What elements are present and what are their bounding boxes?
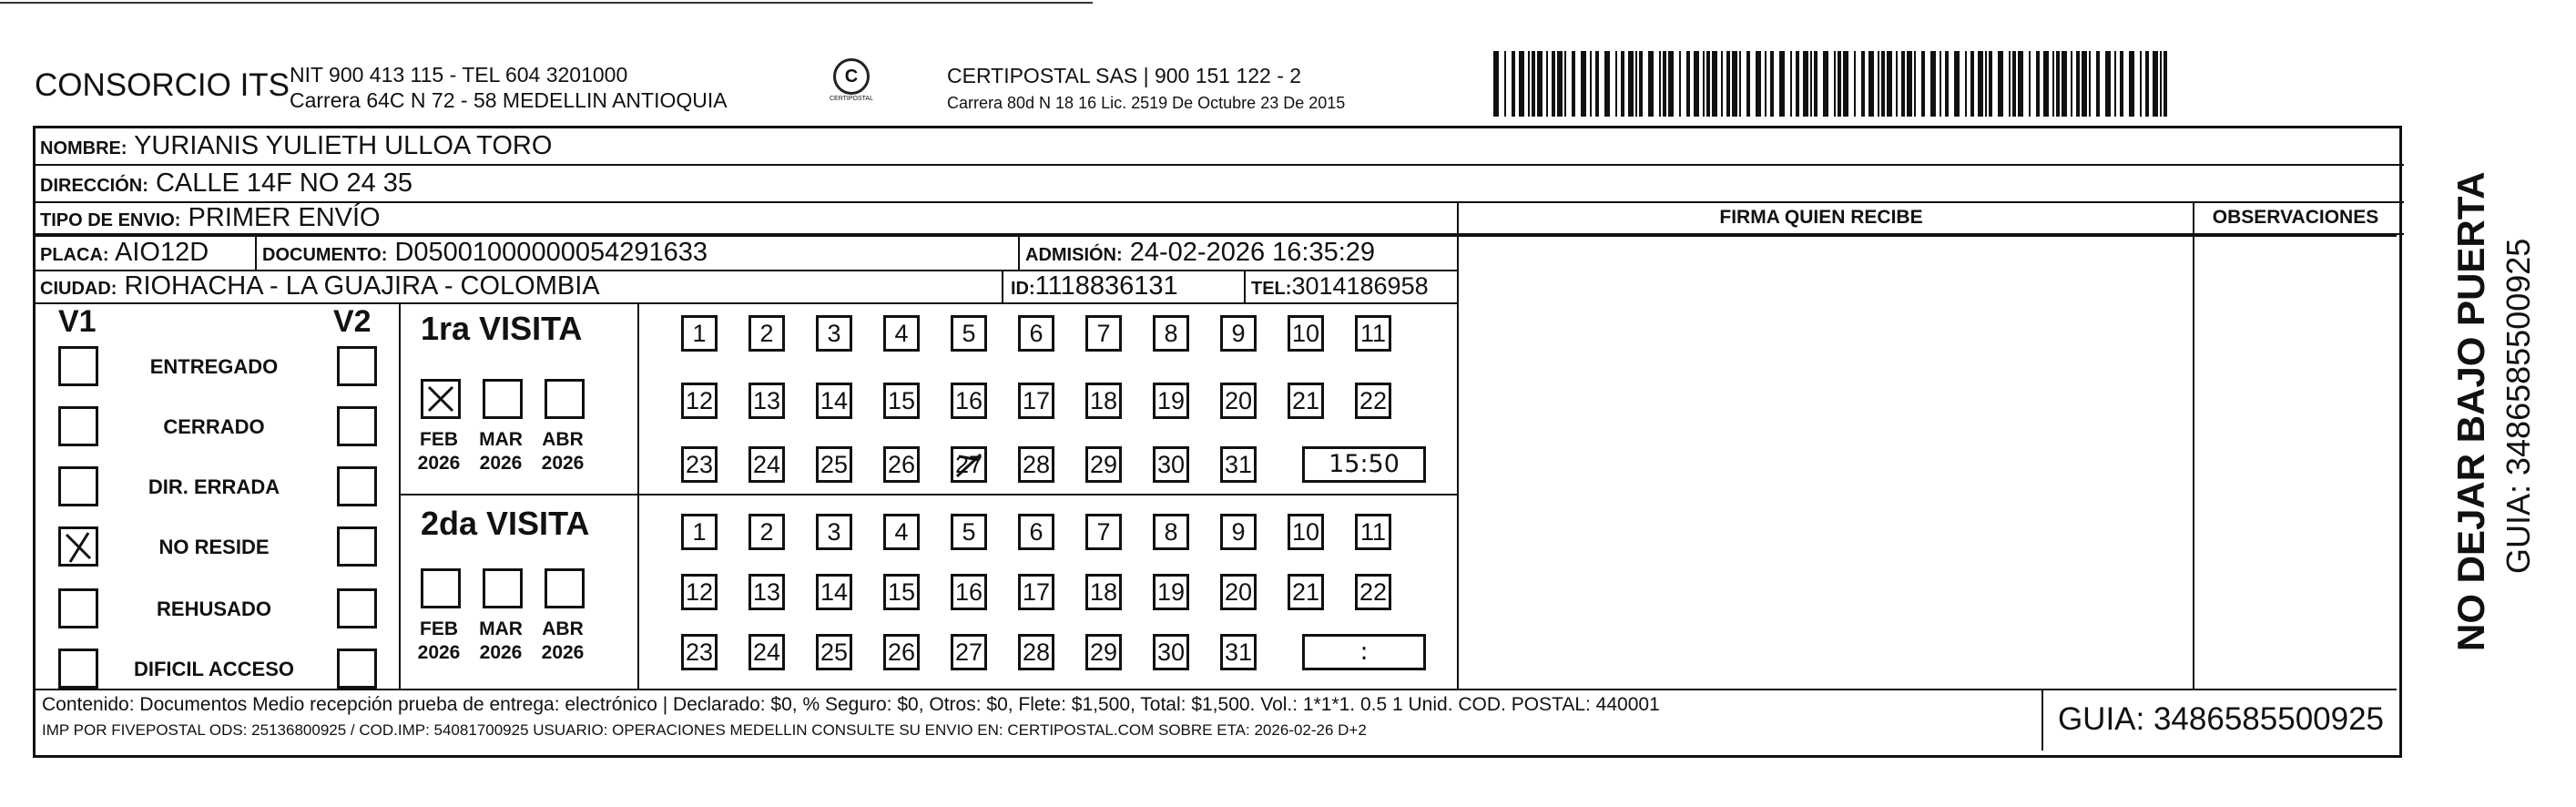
second-visit-title: 2da VISITA [421, 505, 590, 542]
v1-checkbox[interactable] [58, 588, 98, 628]
day-box[interactable]: 2 [748, 514, 785, 550]
day-box[interactable]: 8 [1153, 514, 1189, 550]
day-box[interactable]: 1 [681, 315, 718, 352]
side-guia: GUIA: 3486585500925 [2500, 238, 2537, 574]
documento-value: D05001000000054291633 [394, 238, 708, 267]
direccion-row [33, 165, 2404, 203]
day-box[interactable]: 22 [1355, 383, 1391, 419]
status-label: REHUSADO [157, 598, 271, 620]
month-checkbox[interactable] [421, 568, 461, 608]
month-year: 2026 [479, 642, 523, 663]
day-box[interactable]: 1 [681, 514, 718, 550]
firma-header: FIRMA QUIEN RECIBE [1719, 207, 1923, 228]
ciudad-value: RIOHACHA - LA GUAJIRA - COLOMBIA [124, 271, 600, 301]
month-name: FEB [420, 429, 458, 450]
certipostal-logo [820, 58, 883, 113]
divider [33, 302, 1457, 304]
admision-row [1025, 235, 1375, 270]
time-box[interactable]: : [1302, 634, 1426, 670]
month-year: 2026 [541, 453, 585, 474]
day-box[interactable]: 3 [816, 315, 852, 352]
day-box[interactable]: 6 [1018, 514, 1054, 550]
day-box[interactable]: 14 [816, 383, 852, 419]
v1-checkbox[interactable] [58, 526, 98, 567]
footer-imp: IMP POR FIVEPOSTAL ODS: 25136800925 / COD.IMP: 54081700925 USUARIO: OPERACIONES MEDELLIN CONSULTE SU ENVIO EN: CERTIPOSTAL.COM SOBRE ETA: 2026-02-26 D+2 [42, 721, 1367, 739]
v1-checkbox[interactable] [58, 649, 98, 689]
day-box[interactable]: 17 [1018, 383, 1054, 419]
day-box[interactable]: 27 [951, 446, 987, 483]
direccion-label: DIRECCIÓN: [40, 176, 148, 196]
side-notice [2404, 146, 2568, 656]
day-box[interactable]: 6 [1018, 315, 1054, 352]
day-box[interactable]: 9 [1220, 315, 1257, 352]
day-box[interactable]: 23 [681, 634, 718, 670]
barcode [1493, 51, 2172, 117]
month-year: 2026 [417, 642, 461, 663]
id-label: ID: [1011, 279, 1035, 299]
day-box[interactable]: 19 [1153, 574, 1189, 610]
v1-label: V1 [58, 304, 97, 339]
day-box[interactable]: 3 [816, 514, 852, 550]
certi-line-2: Carrera 80d N 18 16 Lic. 2519 De Octubre 23 De 2015 [947, 94, 1346, 112]
day-box[interactable]: 26 [883, 634, 920, 670]
day-box[interactable]: 13 [748, 574, 785, 610]
divider [1244, 270, 1246, 302]
divider [2193, 202, 2194, 689]
v2-checkbox[interactable] [337, 588, 377, 628]
status-label: NO RESIDE [158, 536, 270, 558]
time-box[interactable]: 15:50 [1302, 446, 1426, 483]
month-year: 2026 [479, 453, 523, 474]
day-box[interactable]: 16 [951, 574, 987, 610]
month-year: 2026 [541, 642, 585, 663]
day-box[interactable]: 17 [1018, 574, 1054, 610]
day-box[interactable]: 10 [1288, 315, 1324, 352]
month-label [535, 618, 590, 665]
day-box[interactable]: 4 [883, 514, 920, 550]
status-label: DIR. ERRADA [148, 475, 280, 498]
day-box[interactable]: 28 [1018, 634, 1054, 670]
admision-label: ADMISIÓN: [1025, 245, 1123, 265]
day-box[interactable]: 31 [1220, 446, 1257, 483]
day-box[interactable]: 23 [681, 446, 718, 483]
month-checkbox[interactable] [545, 568, 585, 608]
day-box[interactable]: 10 [1288, 514, 1324, 550]
day-box[interactable]: 19 [1153, 383, 1189, 419]
month-name: ABR [542, 618, 584, 639]
day-box[interactable]: 7 [1085, 514, 1122, 550]
v1-checkbox[interactable] [58, 406, 98, 446]
month-checkbox[interactable] [483, 568, 523, 608]
day-box[interactable]: 31 [1220, 634, 1257, 670]
month-checkbox[interactable] [545, 379, 585, 419]
month-label [412, 618, 466, 665]
observaciones-header: OBSERVACIONES [2212, 207, 2379, 228]
address-line: Carrera 64C N 72 - 58 MEDELLIN ANTIOQUIA [290, 88, 728, 112]
month-name: ABR [542, 429, 584, 450]
day-box[interactable]: 20 [1220, 574, 1257, 610]
day-box[interactable]: 24 [748, 446, 785, 483]
v1-checkbox[interactable] [58, 346, 98, 386]
month-checkbox[interactable] [421, 379, 461, 419]
tel-label: TEL: [1251, 279, 1292, 299]
day-box[interactable]: 29 [1085, 634, 1122, 670]
tipo-value: PRIMER ENVÍO [188, 203, 381, 232]
v2-checkbox[interactable] [337, 346, 377, 386]
month-label [473, 618, 528, 665]
day-box[interactable]: 5 [951, 514, 987, 550]
day-box[interactable]: 29 [1085, 446, 1122, 483]
day-box[interactable]: 21 [1288, 383, 1324, 419]
nombre-label: NOMBRE: [40, 138, 127, 158]
month-label [535, 428, 590, 475]
certi-line-1: CERTIPOSTAL SAS | 900 151 122 - 2 [947, 64, 1302, 87]
v1-checkbox[interactable] [58, 466, 98, 506]
v2-checkbox[interactable] [337, 466, 377, 506]
divider [399, 302, 401, 689]
id-row [1011, 270, 1178, 302]
divider [255, 235, 257, 270]
day-box[interactable]: 21 [1288, 574, 1324, 610]
divider [1457, 202, 1459, 689]
side-notice-title: NO DEJAR BAJO PUERTA [2449, 171, 2492, 651]
logo-mark-icon: C [833, 58, 870, 95]
documento-label: DOCUMENTO: [262, 245, 388, 265]
company-info [290, 62, 728, 113]
day-box[interactable]: 14 [816, 574, 852, 610]
status-label: ENTREGADO [149, 355, 279, 378]
day-box[interactable]: 20 [1220, 383, 1257, 419]
day-box[interactable]: 8 [1153, 315, 1189, 352]
day-box[interactable]: 11 [1355, 514, 1391, 550]
tel-value: 3014186958 [1291, 272, 1429, 300]
footer-content: Contenido: Documentos Medio recepción prueba de entrega: electrónico | Declarado: $0, % Seguro: $0, Otros: $0, Flete: $1,500, Total: $1,500. Vol.: 1*1*1. 0.5 1 Unid. COD. POSTAL: 440001 [42, 694, 1660, 715]
v2-checkbox[interactable] [337, 406, 377, 446]
divider [637, 302, 639, 689]
day-box[interactable]: 27 [951, 634, 987, 670]
month-name: FEB [420, 618, 458, 639]
ciudad-row [40, 270, 600, 302]
admision-value: 24-02-2026 16:35:29 [1129, 238, 1376, 267]
month-name: MAR [479, 618, 523, 639]
divider [1002, 270, 1003, 302]
day-box[interactable]: 26 [883, 446, 920, 483]
guia-number: GUIA: 3486585500925 [2041, 689, 2398, 751]
day-box[interactable]: 28 [1018, 446, 1054, 483]
nit-line: NIT 900 413 115 - TEL 604 3201000 [290, 63, 628, 87]
v2-label: V2 [333, 304, 372, 339]
month-label [473, 428, 528, 475]
nombre-value: YURIANIS YULIETH ULLOA TORO [134, 131, 553, 160]
day-box[interactable]: 24 [748, 634, 785, 670]
day-box[interactable]: 16 [951, 383, 987, 419]
first-visit-title: 1ra VISITA [421, 310, 583, 347]
nombre-row [33, 128, 2404, 166]
month-name: MAR [479, 429, 523, 450]
day-box[interactable]: 7 [1085, 315, 1122, 352]
documento-row [262, 235, 708, 270]
tel-row [1251, 270, 1429, 302]
placa-label: PLACA: [40, 245, 109, 265]
divider [1018, 235, 1020, 270]
day-box[interactable]: 25 [816, 446, 852, 483]
day-box[interactable]: 2 [748, 315, 785, 352]
v2-checkbox[interactable] [337, 649, 377, 689]
day-box[interactable]: 15 [883, 383, 920, 419]
day-box[interactable]: 4 [883, 315, 920, 352]
month-label [412, 428, 466, 475]
v2-checkbox[interactable] [337, 526, 377, 567]
day-box[interactable]: 18 [1085, 383, 1122, 419]
direccion-value: CALLE 14F NO 24 35 [155, 169, 413, 198]
day-box[interactable]: 9 [1220, 514, 1257, 550]
day-box[interactable]: 11 [1355, 315, 1391, 352]
status-label: CERRADO [163, 415, 265, 438]
id-value: 1118836131 [1034, 271, 1178, 301]
day-box[interactable]: 12 [681, 574, 718, 610]
ciudad-label: CIUDAD: [40, 279, 117, 299]
day-box[interactable]: 18 [1085, 574, 1122, 610]
day-box[interactable]: 5 [951, 315, 987, 352]
status-label: DIFICIL ACCESO [133, 658, 294, 680]
day-box[interactable]: 30 [1153, 446, 1189, 483]
tipo-label: TIPO DE ENVIO: [40, 210, 181, 230]
certipostal-info [947, 62, 1345, 117]
day-box[interactable]: 22 [1355, 574, 1391, 610]
divider [399, 494, 1457, 495]
placa-value: AIO12D [115, 238, 209, 267]
day-box[interactable]: 25 [816, 634, 852, 670]
month-checkbox[interactable] [483, 379, 523, 419]
day-box[interactable]: 13 [748, 383, 785, 419]
day-box[interactable]: 12 [681, 383, 718, 419]
logo-text: CERTIPOSTAL [830, 96, 873, 102]
day-box[interactable]: 30 [1153, 634, 1189, 670]
top-edge-line [0, 0, 1093, 5]
company-name: CONSORCIO ITS [35, 67, 290, 103]
placa-row [40, 235, 209, 270]
day-box[interactable]: 15 [883, 574, 920, 610]
month-year: 2026 [417, 453, 461, 474]
